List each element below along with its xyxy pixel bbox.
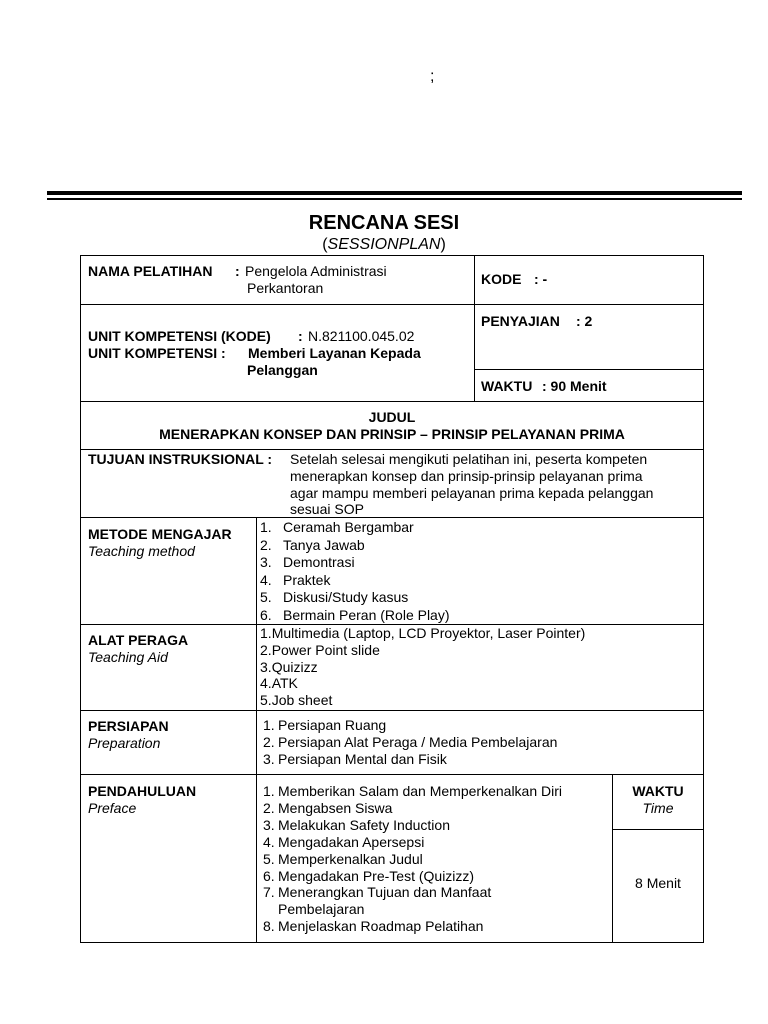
nama-pelatihan-sep: :	[235, 263, 240, 279]
pendahuluan-waktu-label: WAKTU	[632, 783, 684, 799]
list-item: 2. Tanya Jawab	[260, 536, 365, 553]
tujuan-text: Setelah selesai mengikuti pelatihan ini, peserta kompeten	[290, 451, 648, 467]
list-item: 1. Persiapan Ruang	[263, 717, 387, 733]
subtitle-italic: SESSIONPLAN	[327, 236, 441, 253]
pendahuluan-label-en: Preface	[88, 800, 137, 816]
metode-label: METODE MENGAJAR	[88, 526, 232, 542]
table-border	[474, 369, 704, 370]
unit-kode-value: N.821100.045.02	[308, 328, 415, 344]
table-border	[80, 255, 81, 943]
table-border	[80, 304, 704, 305]
table-border	[80, 710, 704, 711]
alat-list	[260, 625, 585, 709]
metode-label-en: Teaching method	[88, 543, 195, 559]
unit-kode-label: UNIT KOMPETENSI (KODE)	[88, 328, 271, 344]
list-item: 3. Melakukan Safety Induction	[263, 816, 450, 833]
tujuan-text: agar mampu memberi pelayanan prima kepada pelanggan	[290, 485, 654, 501]
list-item: 4.ATK	[260, 675, 298, 692]
table-border	[80, 401, 704, 402]
nama-pelatihan-value-cont: Perkantoran	[247, 280, 324, 296]
document-title: RENCANA SESI	[308, 212, 460, 234]
pendahuluan-label: PENDAHULUAN	[88, 783, 197, 799]
list-item: 4. Praktek	[260, 571, 331, 588]
list-item: 1. Ceramah Bergambar	[260, 519, 414, 535]
list-item: 3. Demontrasi	[260, 554, 355, 571]
list-item: 1.Multimedia (Laptop, LCD Proyektor, Laser Pointer)	[260, 625, 586, 641]
list-item: 5. Diskusi/Study kasus	[260, 589, 409, 606]
header-mark: ;	[430, 68, 435, 85]
table-border	[703, 255, 704, 943]
unit-label: UNIT KOMPETENSI :	[88, 345, 226, 361]
table-border	[256, 517, 257, 943]
waktu-label: WAKTU	[481, 378, 533, 394]
persiapan-list	[263, 717, 557, 768]
kode-label: KODE	[481, 271, 522, 287]
tujuan-text: sesuai SOP	[290, 501, 364, 517]
metode-list	[260, 519, 450, 625]
pendahuluan-list	[263, 783, 562, 935]
penyajian-label: PENYAJIAN	[481, 313, 560, 329]
alat-label: ALAT PERAGA	[88, 632, 189, 648]
tujuan-label: TUJUAN INSTRUKSIONAL :	[88, 451, 273, 467]
persiapan-label-en: Preparation	[88, 735, 161, 751]
list-item: 2. Persiapan Alat Peraga / Media Pembelajaran	[263, 734, 558, 750]
pendahuluan-waktu-value: 8 Menit	[635, 875, 681, 891]
judul-value: MENERAPKAN KONSEP DAN PRINSIP – PRINSIP PELAYANAN PRIMA	[159, 426, 625, 442]
list-item: 5. Memperkenalkan Judul	[263, 850, 423, 867]
table-border	[80, 774, 704, 775]
persiapan-label: PERSIAPAN	[88, 718, 169, 734]
list-item: 6. Bermain Peran (Role Play)	[260, 606, 450, 623]
unit-value-cont: Pelanggan	[247, 362, 318, 378]
list-item: 2. Mengabsen Siswa	[263, 799, 393, 816]
alat-label-en: Teaching Aid	[88, 649, 168, 665]
list-item: Pembelajaran	[278, 901, 365, 918]
waktu-value: : 90 Menit	[542, 378, 607, 394]
document-subtitle: (SESSIONPLAN)	[322, 236, 446, 253]
unit-value: Memberi Layanan Kepada	[248, 345, 421, 361]
list-item: 1. Memberikan Salam dan Memperkenalkan Diri	[263, 783, 563, 799]
list-item: 2.Power Point slide	[260, 641, 380, 658]
table-border	[474, 255, 475, 402]
header-rule-thick	[47, 191, 742, 195]
table-border	[80, 255, 704, 256]
pendahuluan-waktu-label-en: Time	[642, 800, 674, 816]
header-rule-thin	[47, 198, 742, 200]
list-item: 7. Menerangkan Tujuan dan Manfaat	[263, 884, 492, 901]
list-item: 4. Mengadakan Apersepsi	[263, 833, 425, 850]
judul-label: JUDUL	[368, 409, 416, 425]
table-border	[80, 942, 704, 943]
tujuan-text: menerapkan konsep dan prinsip-prinsip pelayanan prima	[290, 468, 643, 484]
table-border	[80, 449, 704, 450]
table-border	[80, 517, 704, 518]
nama-pelatihan-label: NAMA PELATIHAN	[88, 263, 213, 279]
table-border	[612, 829, 704, 830]
list-item: 3. Persiapan Mental dan Fisik	[263, 751, 447, 767]
list-item: 5.Job sheet	[260, 692, 333, 709]
kode-value: : -	[534, 271, 548, 287]
penyajian-value: : 2	[576, 313, 593, 329]
nama-pelatihan-value: Pengelola Administrasi	[245, 263, 387, 279]
list-item: 6. Mengadakan Pre-Test (Quizizz)	[263, 867, 475, 884]
list-item: 3.Quizizz	[260, 658, 318, 675]
list-item: 8. Menjelaskan Roadmap Pelatihan	[263, 918, 484, 935]
unit-kode-sep: :	[298, 328, 303, 344]
